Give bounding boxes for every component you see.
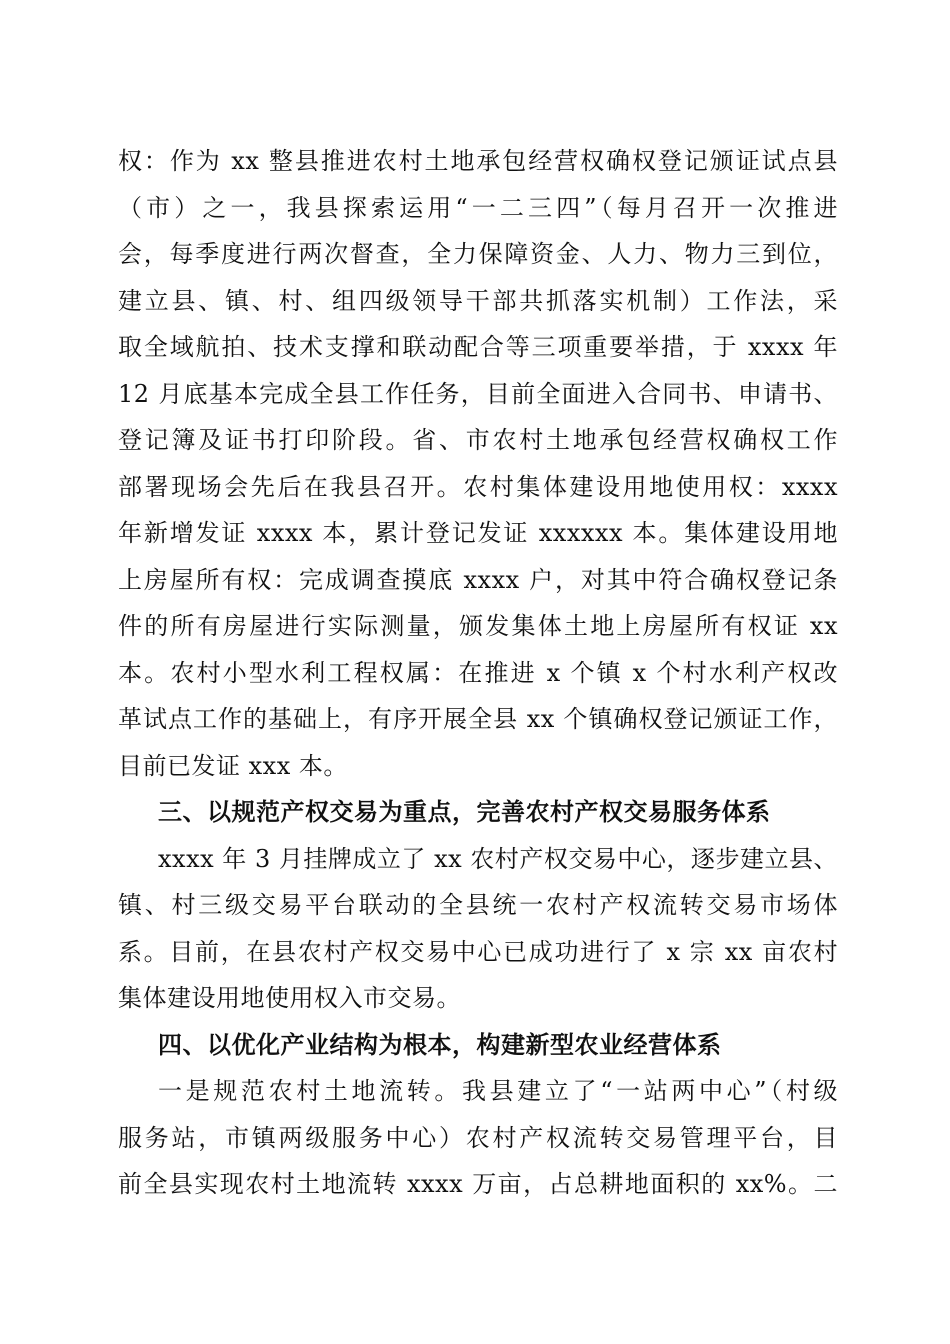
text-line: 前全县实现农村土地流转 xxxx 万亩，占总耕地面积的 xx%。二 [118,1170,838,1198]
text-line: 年新增发证 xxxx 本，累计登记发证 xxxxxx 本。集体建设用地 [118,519,838,547]
text-line: xxxx 年 3 月挂牌成立了 xx 农村产权交易中心，逐步建立县、 [158,844,838,873]
text-line: 登记簿及证书打印阶段。省、市农村土地承包经营权确权工作 [118,426,838,454]
section-heading-3: 三、以规范产权交易为重点，完善农村产权交易服务体系 [158,798,771,826]
text-line: 集体建设用地使用权入市交易。 [118,984,461,1012]
text-line: 部署现场会先后在我县召开。农村集体建设用地使用权：xxxx [118,472,838,501]
text-line: 取全域航拍、技术支撑和联动配合等三项重要举措，于 xxxx 年 [118,333,838,361]
text-line: 上房屋所有权：完成调查摸底 xxxx 户，对其中符合确权登记条 [118,565,838,594]
text-line: 件的所有房屋进行实际测量，颁发集体土地上房屋所有权证 xx [118,612,838,640]
text-line: 权：作为 xx 整县推进农村土地承包经营权确权登记颁证试点县 [118,147,838,175]
paragraph-land-rights [118,138,838,789]
text-line: 目前已发证 xxx 本。 [118,751,348,780]
text-line: 一是规范农村土地流转。我县建立了“一站两中心”（村级 [158,1077,838,1105]
text-line: 镇、村三级交易平台联动的全县统一农村产权流转交易市场体 [118,891,838,919]
document-body [118,138,838,1208]
text-line: 革试点工作的基础上，有序开展全县 xx 个镇确权登记颁证工作， [118,705,838,733]
text-line: 会，每季度进行两次督查，全力保障资金、人力、物力三到位， [118,240,838,268]
text-line: 服务站，市镇两级服务中心）农村产权流转交易管理平台，目 [118,1123,838,1152]
text-line: 12 月底基本完成全县工作任务，目前全面进入合同书、申请书、 [118,379,838,408]
text-line: 系。目前，在县农村产权交易中心已成功进行了 x 宗 xx 亩农村 [118,937,838,966]
text-line: 本。农村小型水利工程权属：在推进 x 个镇 x 个村水利产权改 [118,658,838,687]
text-line: （市）之一，我县探索运用“一二三四”（每月召开一次推进 [118,193,838,222]
paragraph-property-exchange [118,836,838,1022]
text-line: 建立县、镇、村、组四级领导干部共抓落实机制）工作法，采 [118,286,838,315]
section-heading-4: 四、以优化产业结构为根本，构建新型农业经营体系 [158,1030,722,1059]
paragraph-land-transfer [118,1068,838,1208]
